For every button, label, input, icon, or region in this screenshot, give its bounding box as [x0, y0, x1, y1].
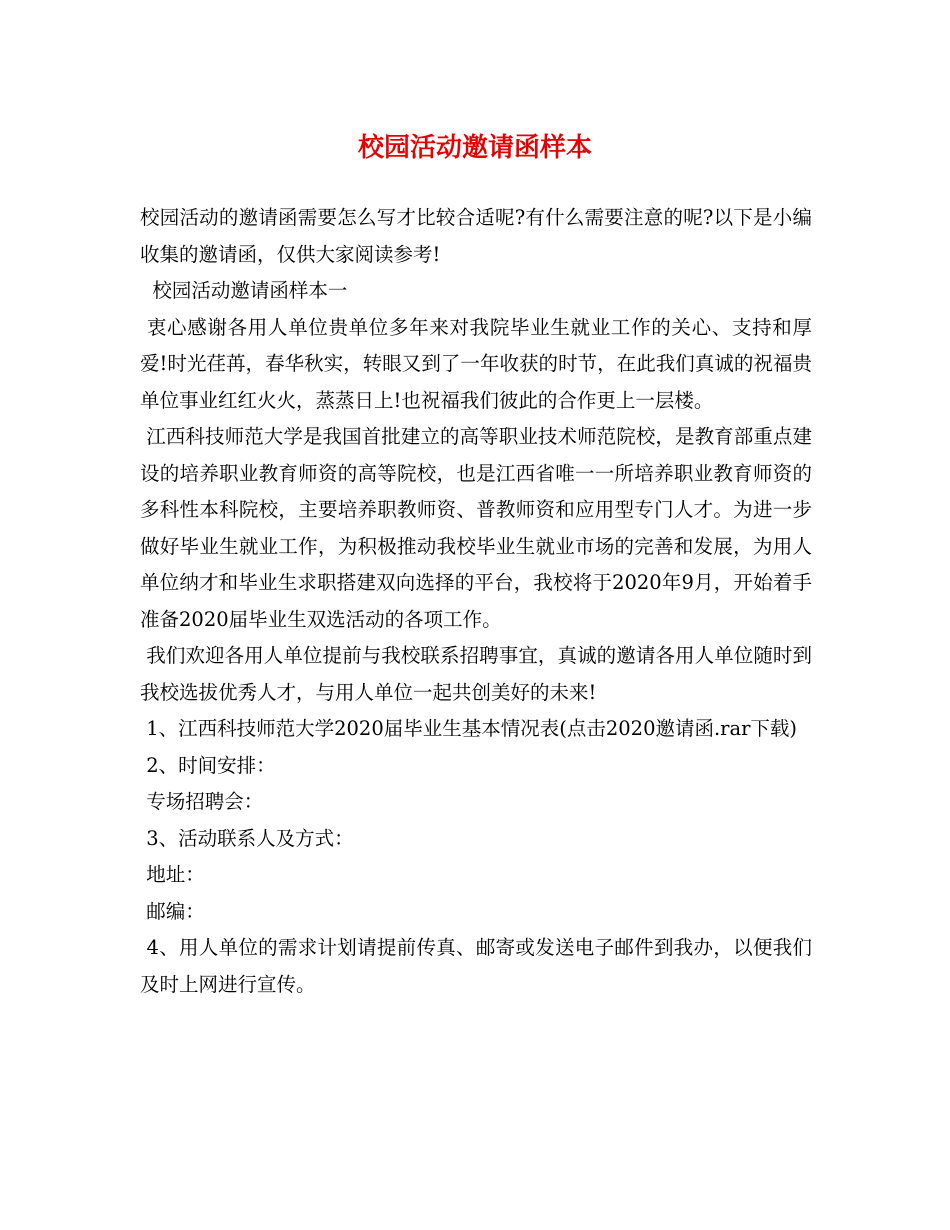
paragraph-university-intro: 江西科技师范大学是我国首批建立的高等职业技术师范院校，是教育部重点建设的培养职业教育师资的高等院校，也是江西省唯一一所培养职业教育师资的多科性本科院校，主要培养职教师资、普教师资和应用型专门人才。为进一步做好毕业生就业工作，为积极推动我校毕业生就业市场的完善和发展，为用人单位纳才和毕业生求职搭建双向选择的平台，我校将于2020年9月，开始着手准备2020届毕业生双选活动的各项工作。 [140, 425, 812, 631]
list-item-2: 2、时间安排： [140, 753, 276, 777]
list-item-1: 1、江西科技师范大学2020届毕业生基本情况表(点击2020邀请函.rar下载) [140, 717, 798, 740]
list-item-3: 3、活动联系人及方式： [140, 826, 354, 850]
document-body [140, 200, 812, 1003]
paragraph-welcome: 我们欢迎各用人单位提前与我校联系招聘事宜，真诚的邀请各用人单位随时到我校选拔优秀人才，与用人单位一起共创美好的未来! [140, 644, 812, 704]
paragraph-thanks: 衷心感谢各用人单位贵单位多年来对我院毕业生就业工作的关心、支持和厚爱!时光荏苒，春华秋实，转眼又到了一年收获的时节，在此我们真诚的祝福贵单位事业红红火火，蒸蒸日上!也祝福我们彼此的合作更上一层楼。 [140, 315, 812, 412]
list-item-4: 4、用人单位的需求计划请提前传真、邮寄或发送电子邮件到我办，以便我们及时上网进行宣传。 [140, 936, 812, 996]
paragraph-section-heading: 校园活动邀请函样本一 [140, 279, 348, 302]
paragraph-intro: 校园活动的邀请函需要怎么写才比较合适呢?有什么需要注意的呢?以下是小编收集的邀请函，仅供大家阅读参考! [140, 206, 812, 266]
list-item-address: 地址： [140, 863, 205, 886]
list-item-job-fair: 专场招聘会： [140, 790, 264, 813]
document-title: 校园活动邀请函样本 [357, 133, 592, 163]
list-item-postcode: 邮编： [140, 899, 205, 923]
